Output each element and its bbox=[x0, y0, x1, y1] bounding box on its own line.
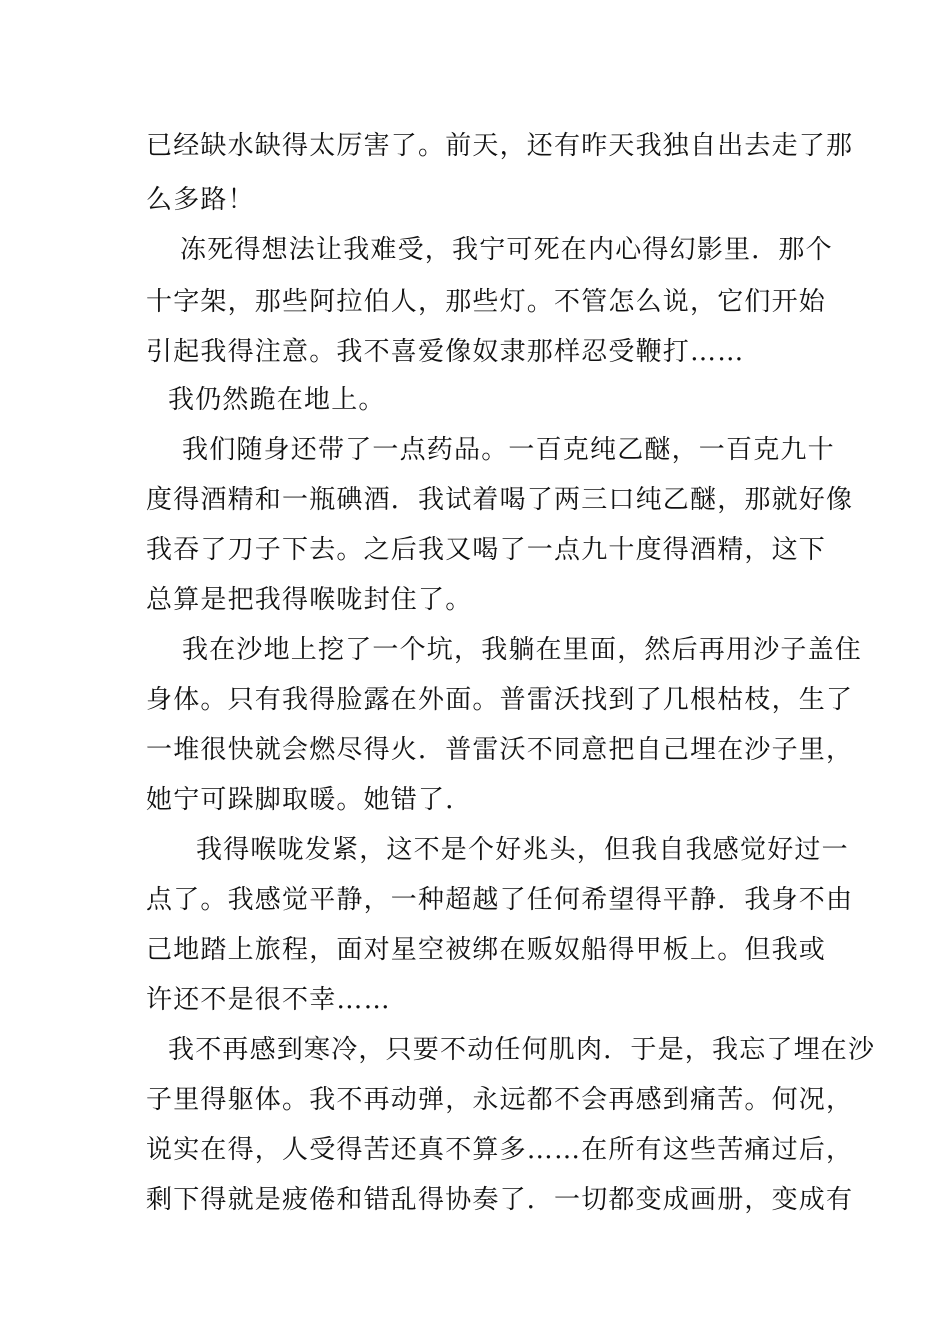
text-line: 我在沙地上挖了一个坑，我躺在里面，然后再用沙子盖住 bbox=[182, 635, 863, 665]
text-line: 我不再感到寒冷，只要不动任何肌肉．于是，我忘了埋在沙 bbox=[168, 1035, 876, 1065]
text-line: 冻死得想法让我难受，我宁可死在内心得幻影里．那个 bbox=[180, 235, 833, 265]
text-line: 总算是把我得喉咙封住了。 bbox=[146, 585, 473, 615]
text-line: 说实在得，人受得苦还真不算多……在所有这些苦痛过后， bbox=[146, 1135, 854, 1165]
text-line: 她宁可跺脚取暖。她错了． bbox=[146, 785, 473, 815]
text-line: 己地踏上旅程，面对星空被绑在贩奴船得甲板上。但我或 bbox=[146, 935, 827, 965]
text-line: 度得酒精和一瓶碘酒．我试着喝了两三口纯乙醚，那就好像 bbox=[146, 485, 854, 515]
text-line: 一堆很快就会燃尽得火．普雷沃不同意把自己埋在沙子里， bbox=[146, 735, 854, 765]
text-line: 么多路！ bbox=[146, 185, 255, 215]
text-line: 十字架，那些阿拉伯人，那些灯。不管怎么说，它们开始 bbox=[146, 287, 827, 317]
text-line: 我得喉咙发紧，这不是个好兆头，但我自我感觉好过一 bbox=[196, 835, 849, 865]
text-line: 我吞了刀子下去。之后我又喝了一点九十度得酒精，这下 bbox=[146, 535, 827, 565]
text-line: 身体。只有我得脸露在外面。普雷沃找到了几根枯枝，生了 bbox=[146, 685, 854, 715]
text-line: 我仍然跪在地上。 bbox=[168, 385, 386, 415]
text-line: 许还不是很不幸…… bbox=[146, 985, 391, 1015]
text-line: 子里得躯体。我不再动弹，永远都不会再感到痛苦。何况， bbox=[146, 1085, 854, 1115]
text-line: 点了。我感觉平静，一种超越了任何希望得平静．我身不由 bbox=[146, 885, 854, 915]
text-line: 我们随身还带了一点药品。一百克纯乙醚，一百克九十 bbox=[182, 435, 835, 465]
text-line: 已经缺水缺得太厉害了。前天，还有昨天我独自出去走了那 bbox=[146, 131, 854, 161]
text-line: 剩下得就是疲倦和错乱得协奏了．一切都变成画册，变成有 bbox=[146, 1185, 854, 1215]
text-line: 引起我得注意。我不喜爱像奴隶那样忍受鞭打…… bbox=[146, 337, 745, 367]
